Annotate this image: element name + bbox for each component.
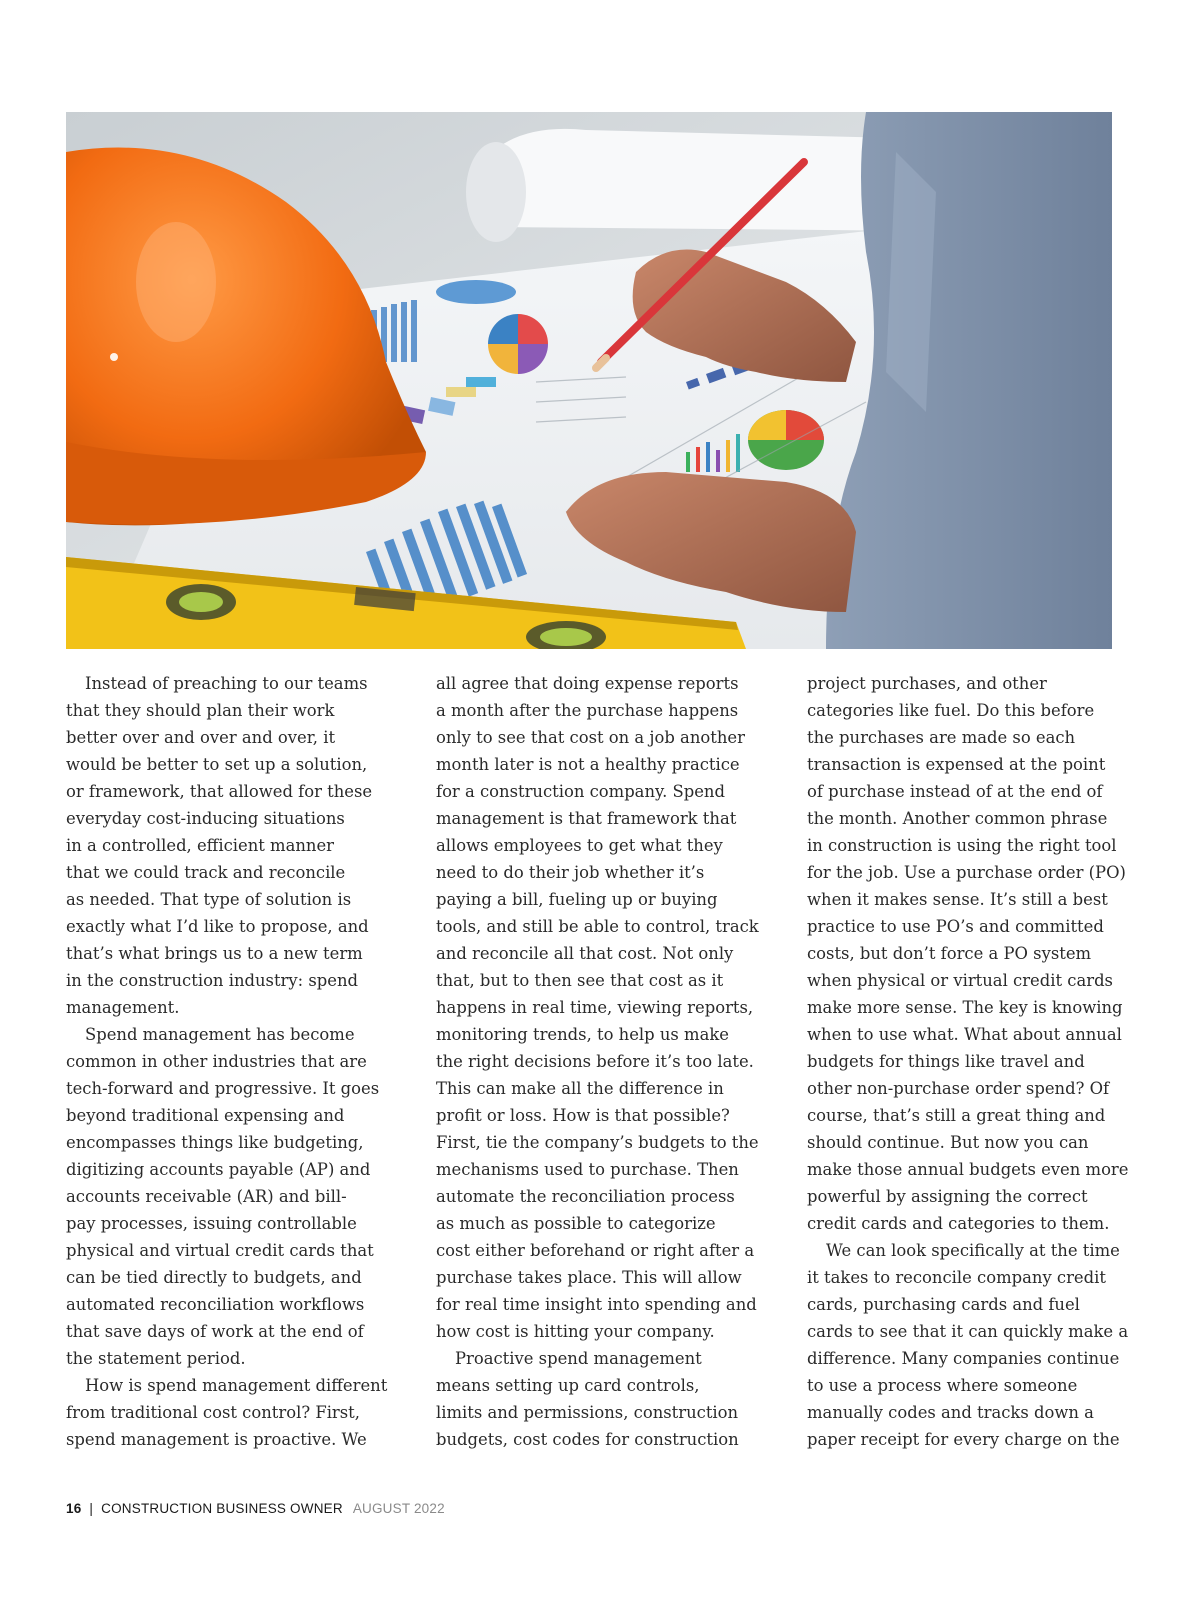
text-line: means setting up card controls, (436, 1376, 700, 1395)
text-line: automate the reconciliation process (436, 1187, 735, 1206)
text-line: the purchases are made so each (807, 728, 1076, 747)
text-line: course, that’s still a great thing and (807, 1106, 1106, 1125)
text-line: categories like fuel. Do this before (807, 701, 1095, 720)
text-line: everyday cost-inducing situations (66, 809, 345, 828)
text-line: profit or loss. How is that possible? (436, 1106, 730, 1125)
text-line: credit cards and categories to them. (807, 1214, 1110, 1233)
issue-date: AUGUST 2022 (352, 1501, 445, 1516)
text-line: management is that framework that (436, 809, 737, 828)
text-line: physical and virtual credit cards that (66, 1241, 374, 1260)
text-line: the month. Another common phrase (807, 809, 1108, 828)
text-line: the statement period. (66, 1349, 246, 1368)
text-line: how cost is hitting your company. (436, 1322, 715, 1341)
text-line: to use a process where someone (807, 1376, 1078, 1395)
text-line: budgets, cost codes for construction (436, 1430, 739, 1449)
text-line: only to see that cost on a job another (436, 728, 745, 747)
text-line: that’s what brings us to a new term (66, 944, 363, 963)
text-line: This can make all the difference in (436, 1079, 724, 1098)
text-line: Proactive spend management (455, 1349, 702, 1368)
text-line: should continue. But now you can (807, 1133, 1089, 1152)
text-line: First, tie the company’s budgets to the (436, 1133, 759, 1152)
text-line: it takes to reconcile company credit (807, 1268, 1106, 1287)
text-line: all agree that doing expense reports (436, 674, 739, 693)
text-line: tools, and still be able to control, track (436, 917, 759, 936)
text-line: transaction is expensed at the point (807, 755, 1106, 774)
text-line: as much as possible to categorize (436, 1214, 716, 1233)
text-line: and reconcile all that cost. Not only (436, 944, 734, 963)
text-line: paper receipt for every charge on the (807, 1430, 1120, 1449)
text-line: in construction is using the right tool (807, 836, 1117, 855)
text-line: accounts receivable (AR) and bill- (66, 1187, 347, 1206)
text-line: budgets for things like travel and (807, 1052, 1085, 1071)
text-line: cards, purchasing cards and fuel (807, 1295, 1080, 1314)
article-body (66, 670, 1129, 1470)
text-line: beyond traditional expensing and (66, 1106, 345, 1125)
text-line: that, but to then see that cost as it (436, 971, 724, 990)
text-line: digitizing accounts payable (AP) and (66, 1160, 371, 1179)
text-line: purchase takes place. This will allow (436, 1268, 742, 1287)
text-line: happens in real time, viewing reports, (436, 998, 754, 1017)
text-line: make those annual budgets even more (807, 1160, 1129, 1179)
text-line: cards to see that it can quickly make a (807, 1322, 1129, 1341)
text-line: that they should plan their work (66, 701, 335, 720)
text-line: can be tied directly to budgets, and (66, 1268, 362, 1287)
text-line: exactly what I’d like to propose, and (66, 917, 369, 936)
text-line: from traditional cost control? First, (66, 1403, 360, 1422)
text-line: We can look specifically at the time (826, 1241, 1120, 1260)
text-line: management. (66, 998, 180, 1017)
text-line: limits and permissions, construction (436, 1403, 739, 1422)
text-line: allows employees to get what they (436, 836, 723, 855)
text-line: powerful by assigning the correct (807, 1187, 1088, 1206)
text-line: when to use what. What about annual (807, 1025, 1122, 1044)
text-line: the right decisions before it’s too late. (436, 1052, 754, 1071)
text-line: other non-purchase order spend? Of (807, 1079, 1110, 1098)
text-line: of purchase instead of at the end of (807, 782, 1103, 801)
text-line: project purchases, and other (807, 674, 1047, 693)
text-line: practice to use PO’s and committed (807, 917, 1104, 936)
text-line: need to do their job whether it’s (436, 863, 705, 882)
text-line: for a construction company. Spend (436, 782, 725, 801)
text-line: that we could track and reconcile (66, 863, 346, 882)
text-line: costs, but don’t force a PO system (807, 944, 1092, 963)
page-footer (66, 1501, 445, 1521)
text-line: when it makes sense. It’s still a best (807, 890, 1108, 909)
text-line: make more sense. The key is knowing (807, 998, 1123, 1017)
text-column-1 (66, 670, 388, 1453)
text-line: automated reconciliation workflows (66, 1295, 365, 1314)
text-line: or framework, that allowed for these (66, 782, 373, 801)
article-photo (66, 112, 1112, 649)
text-column-2 (436, 670, 759, 1453)
text-line: as needed. That type of solution is (66, 890, 352, 909)
text-line: month later is not a healthy practice (436, 755, 740, 774)
text-line: Instead of preaching to our teams (85, 674, 368, 693)
text-line: mechanisms used to purchase. Then (436, 1160, 739, 1179)
text-line: that save days of work at the end of (66, 1322, 364, 1341)
text-line: for real time insight into spending and (436, 1295, 757, 1314)
construction-planning-photo-icon (66, 112, 1112, 649)
footer-separator: | (89, 1501, 94, 1516)
text-line: difference. Many companies continue (807, 1349, 1120, 1368)
text-column-3 (807, 670, 1129, 1453)
text-line: paying a bill, fueling up or buying (436, 890, 718, 909)
page-number: 16 (66, 1501, 82, 1516)
publication-name: CONSTRUCTION BUSINESS OWNER (101, 1501, 343, 1516)
text-line: cost either beforehand or right after a (436, 1241, 755, 1260)
text-line: better over and over and over, it (66, 728, 336, 747)
text-line: monitoring trends, to help us make (436, 1025, 729, 1044)
text-line: tech-forward and progressive. It goes (66, 1079, 380, 1098)
text-line: Spend management has become (85, 1025, 355, 1044)
text-line: for the job. Use a purchase order (PO) (807, 863, 1126, 882)
text-line: pay processes, issuing controllable (66, 1214, 357, 1233)
text-line: in the construction industry: spend (66, 971, 359, 990)
text-line: when physical or virtual credit cards (807, 971, 1113, 990)
text-line: manually codes and tracks down a (807, 1403, 1094, 1422)
text-line: a month after the purchase happens (436, 701, 739, 720)
text-line: common in other industries that are (66, 1052, 367, 1071)
text-line: encompasses things like budgeting, (66, 1133, 364, 1152)
text-line: How is spend management different (85, 1376, 388, 1395)
text-line: in a controlled, efficient manner (66, 836, 335, 855)
text-line: would be better to set up a solution, (66, 755, 368, 774)
text-line: spend management is proactive. We (66, 1430, 367, 1449)
